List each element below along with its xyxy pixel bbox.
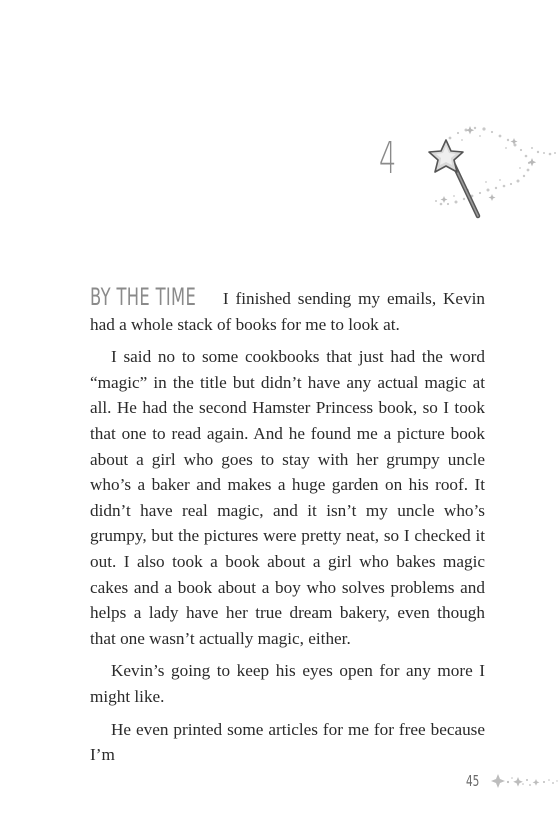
paragraph: He even printed some articles for me for free because I’m <box>90 719 485 765</box>
paragraph-text: I finished sending my emails, Kevin had a whole stack of books for me to look at. <box>90 289 485 334</box>
paragraph <box>90 285 485 337</box>
paragraph: I said no to some cookbooks that just had the word “magic” in the title but didn’t have any actual magic at all. He had the second Hamster Princess book, so I took that one to read again. And he found me a picture book about a girl who goes to stay with her grumpy uncle who’s a baker and makes a huge garden on his roof. It didn’t have real magic, and it isn’t my uncle who’s grumpy, but the pictures were pretty neat, so I checked it out. I also took a book about a girl who bakes magic cakes and a book about a boy who solves problems and helps a lady have her true dream bakery, even though that one wasn’t actually magic, either. <box>90 347 485 648</box>
lead-in: BY THE TIME <box>90 283 197 311</box>
magic-wand-icon <box>420 118 560 228</box>
sparkle-trail-icon <box>486 770 560 792</box>
page-number: 45 <box>466 772 480 790</box>
chapter-number: 4 <box>379 133 397 184</box>
paragraph: Kevin’s going to keep his eyes open for any more I might like. <box>90 661 485 706</box>
chapter-body <box>90 285 485 775</box>
